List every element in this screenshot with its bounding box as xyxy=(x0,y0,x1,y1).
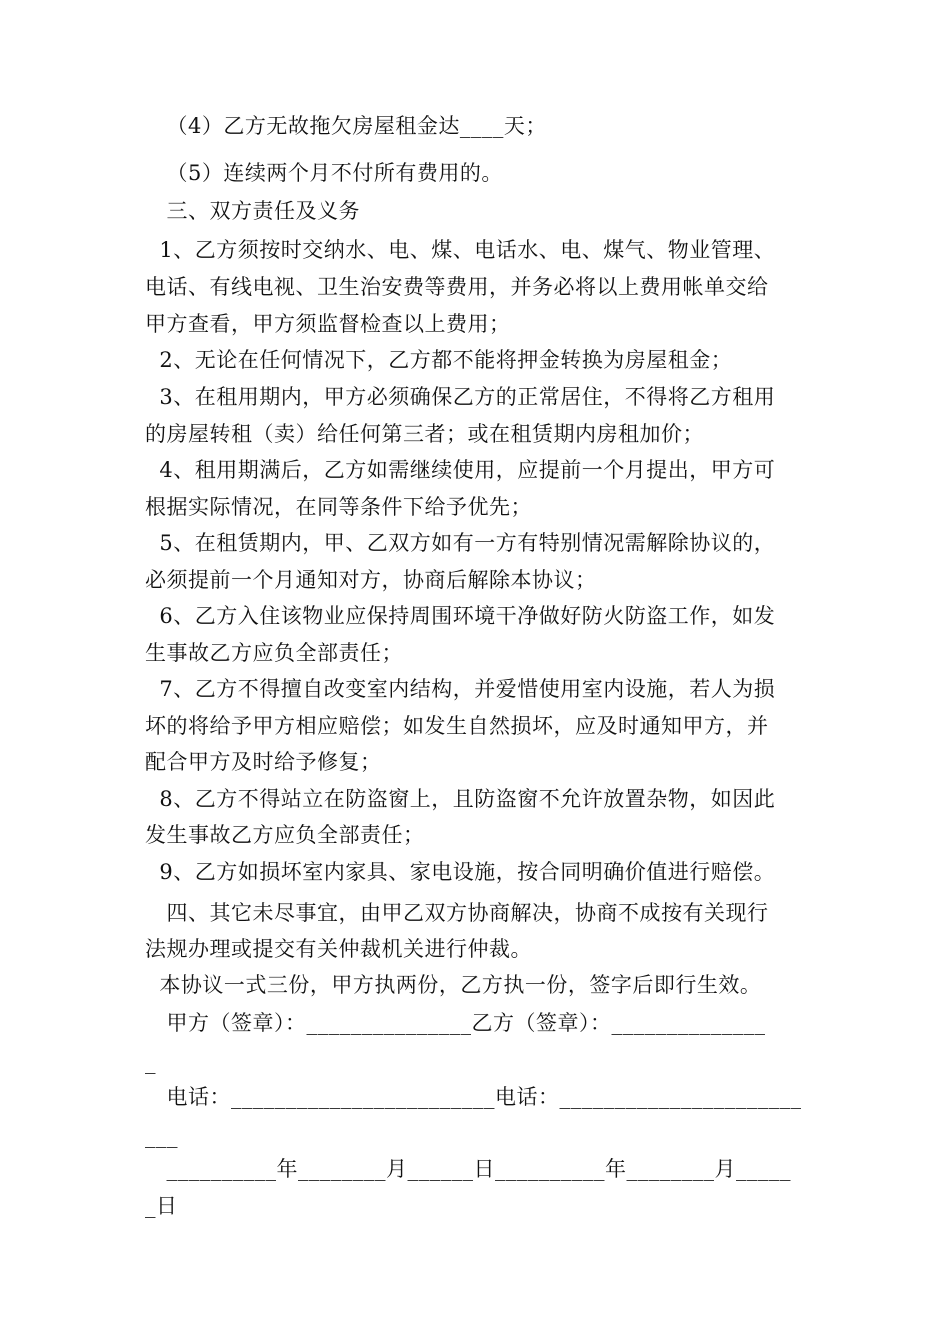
text-line: 的房屋转租（卖）给任何第三者；或在租赁期内房租加价； xyxy=(145,422,704,446)
signature-line-overflow: _ xyxy=(145,1050,156,1074)
text-line: 4、租用期满后，乙方如需继续使用，应提前一个月提出，甲方可 xyxy=(145,458,776,482)
text-line: 法规办理或提交有关仲裁机关进行仲裁。 xyxy=(145,937,532,961)
phone-line: 电话：________________________电话：______________________ xyxy=(145,1085,802,1109)
text-line: 5、在租赁期内，甲、乙双方如有一方有特别情况需解除协议的， xyxy=(145,531,776,555)
clause-5-line: （5）连续两个月不付所有费用的。 xyxy=(145,161,503,185)
date-line: __________年________月______日__________年________月_____ xyxy=(145,1157,792,1181)
section-3-heading: 三、双方责任及义务 xyxy=(145,199,361,223)
text-line: 配合甲方及时给予修复； xyxy=(145,750,382,774)
text-line: 必须提前一个月通知对方，协商后解除本协议； xyxy=(145,568,597,592)
text-line: 2、无论在任何情况下，乙方都不能将押金转换为房屋租金； xyxy=(145,348,733,372)
text-line: 根据实际情况，在同等条件下给予优先； xyxy=(145,495,532,519)
section-4-line: 四、其它未尽事宜，由甲乙双方协商解决，协商不成按有关现行 xyxy=(145,901,769,925)
text-line: 甲方查看，甲方须监督检查以上费用； xyxy=(145,312,511,336)
clause-4-line: （4）乙方无故拖欠房屋租金达____天； xyxy=(145,114,547,138)
text-line: 电话、有线电视、卫生治安费等费用，并务必将以上费用帐单交给 xyxy=(145,275,769,299)
text-line: 7、乙方不得擅自改变室内结构，并爱惜使用室内设施，若人为损 xyxy=(145,677,776,701)
text-line: 生事故乙方应负全部责任； xyxy=(145,641,403,665)
text-line: 9、乙方如损坏室内家具、家电设施，按合同明确价值进行赔偿。 xyxy=(145,860,776,884)
text-line: 坏的将给予甲方相应赔偿；如发生自然损坏，应及时通知甲方，并 xyxy=(145,714,769,738)
text-line: 6、乙方入住该物业应保持周围环境干净做好防火防盗工作，如发 xyxy=(145,604,776,628)
effect-clause-line: 本协议一式三份，甲方执两份，乙方执一份，签字后即行生效。 xyxy=(145,973,762,997)
text-line: 1、乙方须按时交纳水、电、煤、电话水、电、煤气、物业管理、 xyxy=(145,238,776,262)
text-line: 发生事故乙方应负全部责任； xyxy=(145,823,425,847)
date-line-overflow: _日 xyxy=(145,1194,178,1218)
text-line: 3、在租用期内，甲方必须确保乙方的正常居住，不得将乙方租用 xyxy=(145,385,776,409)
phone-line-overflow: ___ xyxy=(145,1124,178,1148)
signature-line: 甲方（签章）：_______________乙方（签章）：______________ xyxy=(145,1011,766,1035)
text-line: 8、乙方不得站立在防盗窗上，且防盗窗不允许放置杂物，如因此 xyxy=(145,787,776,811)
